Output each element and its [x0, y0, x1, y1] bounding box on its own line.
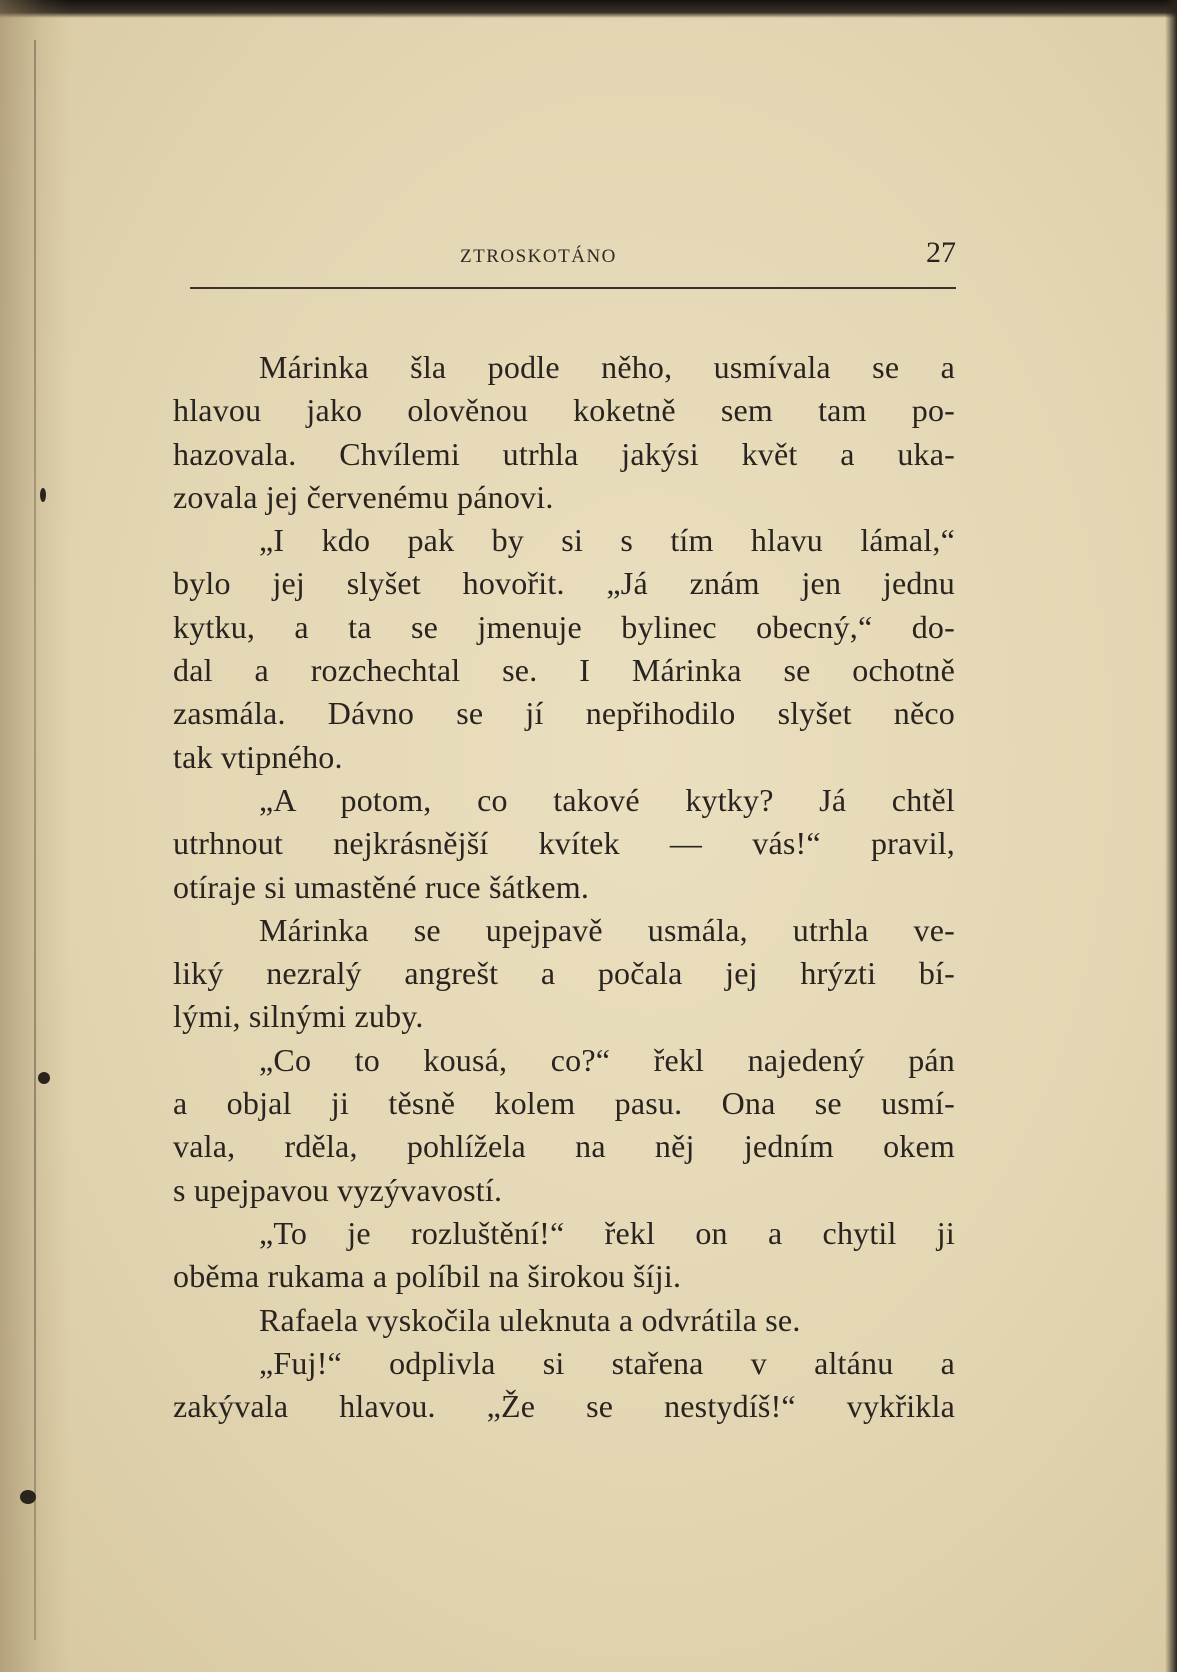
- text-line: liký nezralý angrešt a počala jej hrýzti bí-: [173, 955, 955, 992]
- text-line: s upejpavou vyzývavostí.: [173, 1171, 503, 1208]
- text-line: „A potom, co takové kytky? Já chtěl: [259, 781, 955, 818]
- text-line: dal a rozchechtal se. I Márinka se ochotně: [173, 652, 955, 689]
- text-line: oběma rukama a políbil na širokou šíji.: [173, 1258, 682, 1295]
- text-line: Rafaela vyskočila uleknuta a odvrátila se.: [259, 1301, 801, 1338]
- body-text: [173, 346, 955, 1428]
- text-line: Márinka šla podle něho, usmívala se a: [259, 349, 955, 385]
- text-line: zakývala hlavou. „Že se nestydíš!“ vykřikla: [173, 1388, 955, 1425]
- text-line: vala, rděla, pohlížela na něj jedním okem: [173, 1128, 955, 1165]
- ink-mark: [20, 1490, 36, 1504]
- text-line: „Co to kousá, co?“ řekl najedený pán: [259, 1041, 955, 1078]
- gutter-line: [34, 40, 36, 1640]
- text-line: lými, silnými zuby.: [173, 998, 424, 1035]
- text-line: a objal ji těsně kolem pasu. Ona se usmí-: [173, 1085, 955, 1122]
- text-line: kytku, a ta se jmenuje bylinec obecný,“ do-: [173, 608, 955, 645]
- text-line: bylo jej slyšet hovořit. „Já znám jen jednu: [173, 565, 955, 602]
- ink-mark: [40, 488, 46, 502]
- text-line: „To je rozluštění!“ řekl on a chytil ji: [259, 1214, 955, 1251]
- text-line: zasmála. Dávno se jí nepřihodilo slyšet něco: [173, 695, 955, 732]
- text-line: „Fuj!“ odplivla si stařena v altánu a: [259, 1344, 955, 1381]
- running-header: [190, 236, 956, 276]
- page-top-edge: [0, 0, 1177, 18]
- page-number: 27: [926, 236, 956, 269]
- text-line: tak vtipného.: [173, 738, 343, 775]
- ink-mark: [38, 1072, 50, 1084]
- page-right-edge: [1165, 0, 1177, 1672]
- running-title: ZTROSKOTÁNO: [460, 246, 617, 267]
- text-line: hazovala. Chvílemi utrhla jakýsi květ a uka-: [173, 435, 955, 472]
- text-line: zovala jej červenému pánovi.: [173, 478, 554, 515]
- text-line: hlavou jako olověnou koketně sem tam po-: [173, 392, 955, 429]
- text-line: otíraje si umastěné ruce šátkem.: [173, 868, 590, 905]
- text-line: Márinka se upejpavě usmála, utrhla ve-: [259, 911, 955, 948]
- text-line: utrhnout nejkrásnější kvítek — vás!“ pravil,: [173, 825, 955, 862]
- header-rule: [190, 287, 956, 289]
- text-line: „I kdo pak by si s tím hlavu lámal,“: [259, 522, 955, 559]
